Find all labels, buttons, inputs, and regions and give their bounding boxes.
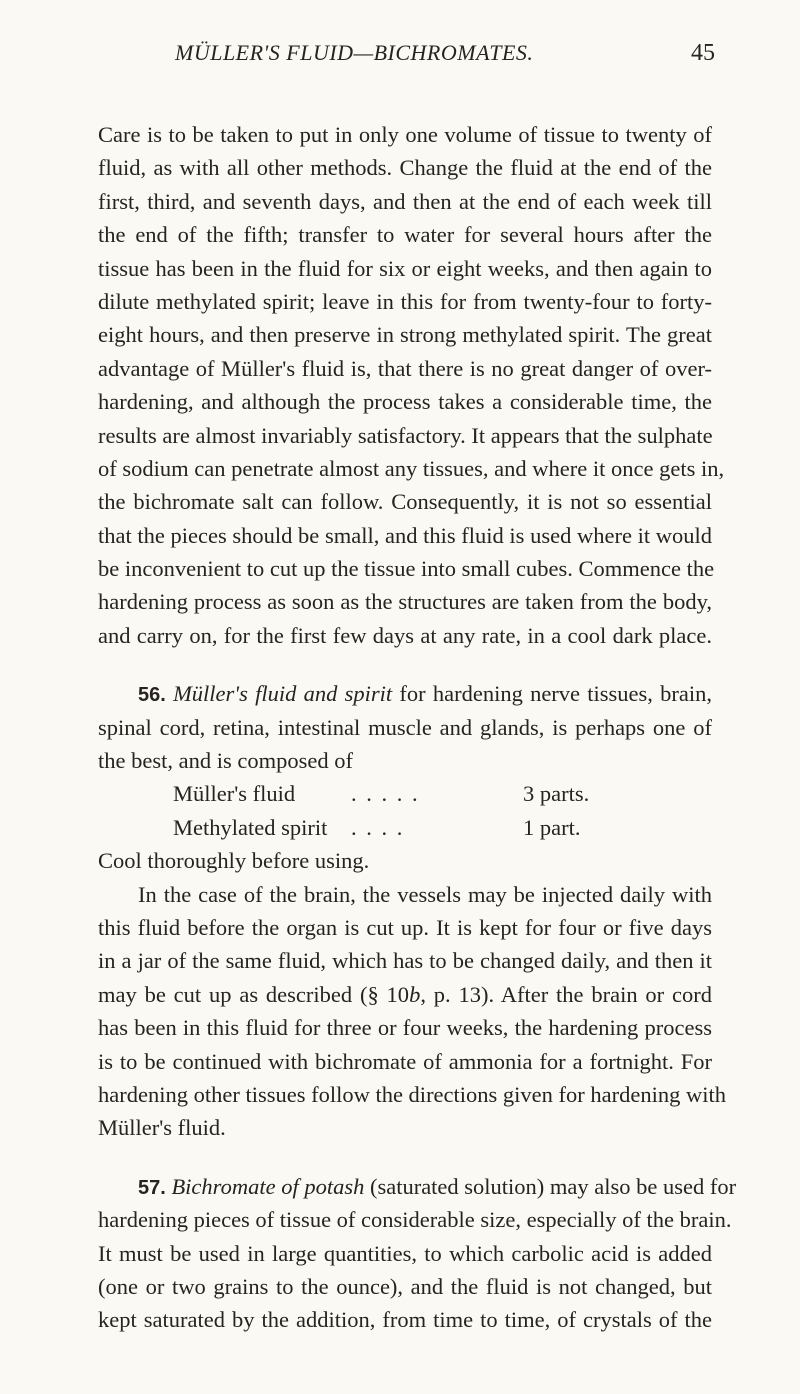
ingredient-amount: 1 part. xyxy=(523,814,581,840)
text-line: the bichromate salt can follow. Consequently, it is not so essential xyxy=(98,489,712,515)
text-line: be inconvenient to cut up the tissue into small cubes. Commence the xyxy=(98,556,715,582)
text-line: dilute methylated spirit; leave in this for from twenty-four to forty- xyxy=(98,288,712,314)
text-line: has been in this fluid for three or four weeks, the hardening process xyxy=(98,1015,712,1041)
text-line: that the pieces should be small, and this fluid is used where it would xyxy=(98,522,712,548)
reference-italic: b xyxy=(409,981,421,1007)
recipe-row xyxy=(98,777,712,810)
text-line: eight hours, and then preserve in strong methylated spirit. The great xyxy=(98,322,712,348)
reference-text-after: , p. 13). After the brain or cord xyxy=(420,981,712,1007)
section-title: Müller's fluid and spirit xyxy=(173,681,393,707)
running-head xyxy=(0,40,800,80)
text-line: Cool thoroughly before using. xyxy=(98,848,370,874)
section-number: 57. xyxy=(138,1176,166,1199)
text-line: In the case of the brain, the vessels may be injected daily with xyxy=(138,881,712,907)
text-line: Care is to be taken to put in only one volume of tissue to twenty of xyxy=(98,122,712,147)
text-line: results are almost invariably satisfactory. It appears that the sulphate xyxy=(98,422,713,448)
text-line: hardening other tissues follow the directions given for hardening with xyxy=(98,1081,726,1107)
section-number: 56. xyxy=(138,684,166,707)
leader-dots: . . . . . xyxy=(351,781,420,807)
leader-dots: . . . . xyxy=(351,814,405,840)
text-line: Müller's fluid. xyxy=(98,1115,226,1141)
section-heading-text: for hardening nerve tissues, brain, xyxy=(399,681,713,707)
text-line: advantage of Müller's fluid is, that there is no great danger of over- xyxy=(98,355,712,381)
text-line: (one or two grains to the ounce), and the fluid is not changed, but xyxy=(98,1273,712,1299)
text-line: hardening pieces of tissue of considerable size, especially of the brain. xyxy=(98,1207,732,1233)
text-line: of sodium can penetrate almost any tissues, and where it once gets in, xyxy=(98,455,725,481)
text-line: spinal cord, retina, intestinal muscle and glands, is perhaps one of xyxy=(98,714,712,740)
text-line: first, third, and seventh days, and then at the end of each week till xyxy=(98,188,712,214)
ingredient-name: Methylated spirit xyxy=(173,814,328,840)
section-heading-text: (saturated solution) may also be used for xyxy=(369,1173,737,1199)
section-57-heading-line xyxy=(98,1170,737,1203)
ingredient-amount: 3 parts. xyxy=(523,781,590,807)
text-line: tissue has been in the fluid for six or eight weeks, and then again to xyxy=(98,255,712,281)
text-line: the best, and is composed of xyxy=(98,748,353,774)
section-56-heading-line xyxy=(98,677,712,710)
text-line: and carry on, for the first few days at any rate, in a cool dark place. xyxy=(98,622,712,648)
text-line: fluid, as with all other methods. Change the fluid at the end of the xyxy=(98,155,712,181)
body-text xyxy=(98,118,737,1337)
text-line: is to be continued with bichromate of ammonia for a fortnight. For xyxy=(98,1048,712,1074)
text-line: hardening process as soon as the structures are taken from the body, xyxy=(98,589,712,615)
reference-text-before: may be cut up as described (§ 10 xyxy=(98,981,410,1007)
text-line: this fluid before the organ is cut up. It is kept for four or five days xyxy=(98,914,712,940)
section-title: Bichromate of potash xyxy=(171,1173,365,1199)
reference-line xyxy=(98,978,712,1011)
text-line: the end of the fifth; transfer to water for several hours after the xyxy=(98,222,712,248)
text-line: hardening, and although the process takes a considerable time, the xyxy=(98,389,712,415)
text-line: in a jar of the same fluid, which has to be changed daily, and then it xyxy=(98,948,712,974)
text-line: It must be used in large quantities, to which carbolic acid is added xyxy=(98,1240,712,1266)
text-line: kept saturated by the addition, from time to time, of crystals of the xyxy=(98,1307,712,1333)
page-number: 45 xyxy=(691,40,715,66)
ingredient-name: Müller's fluid xyxy=(173,781,296,807)
running-head-title: MÜLLER'S FLUID—BICHROMATES. xyxy=(175,40,534,65)
recipe-row xyxy=(98,811,712,844)
